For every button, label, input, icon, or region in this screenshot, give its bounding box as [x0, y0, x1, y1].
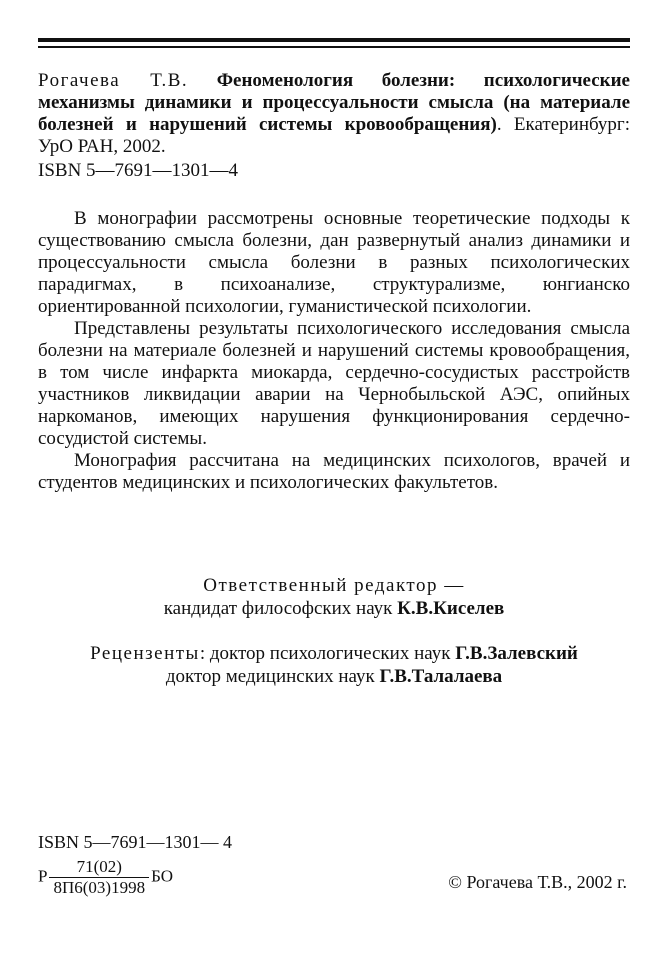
reviewer-line-2: [38, 665, 630, 688]
bbk-denominator: 8П6(03)1998: [53, 878, 146, 897]
abstract: [38, 208, 630, 494]
copyright-notice: © Рогачева Т.В., 2002 г.: [448, 872, 627, 892]
bbk-prefix: Р: [38, 866, 48, 886]
bbk-fraction: [49, 858, 149, 897]
bibliographic-record: [38, 70, 630, 158]
publication-info: . Екатеринбург: УрО РАН, 2002.: [38, 114, 631, 157]
editor-heading: Ответственный редактор —: [203, 575, 465, 596]
isbn-bottom: ISBN 5—7691—1301— 4: [38, 832, 233, 852]
isbn-top: ISBN 5—7691—1301—4: [38, 160, 239, 181]
reviewers: [38, 642, 630, 688]
editor-name: К.В.Киселев: [397, 598, 505, 619]
bbk-numerator: 71(02): [49, 858, 149, 878]
editor-line: [38, 597, 630, 620]
editor-title: кандидат философских наук: [163, 598, 393, 619]
reviewers-heading: Рецензенты: [90, 643, 200, 664]
responsible-editor: [38, 574, 630, 620]
abstract-paragraph-1: В монографии рассмотрены основные теоретические подходы к существованию смысла болезни, дан развернутый анализ динамики и процессуальности смысла болезни в разных психологических парадигмах, в психоанализе, структурализме, юнгианско ориентированной психологии, гуманистической психологии.: [38, 208, 630, 317]
reviewer-1-title: доктор психологических наук: [209, 643, 451, 664]
bbk-suffix: БО: [151, 866, 174, 886]
top-rule-thick: [38, 38, 630, 42]
reviewer-2-title: доктор медицинских наук: [165, 666, 375, 687]
top-rule-thin: [38, 46, 630, 48]
reviewer-2-name: Г.В.Талалаева: [379, 666, 503, 687]
reviewer-line-1: Рецензенты: доктор психологических наук Г.В.Залевский: [90, 643, 578, 664]
abstract-paragraph-3: Монография рассчитана на медицинских психологов, врачей и студентов медицинских и психологических факультетов.: [38, 450, 630, 493]
abstract-paragraph-2: Представлены результаты психологического исследования смысла болезни на материале болезней и нарушений системы кровообращения, в том числе инфаркта миокарда, сердечно-сосудистых расстройств участников ликвидации аварии на Чернобыльской АЭС, опийных наркоманов, имеющих нарушения функционирования сердечно-сосудистой системы.: [38, 318, 630, 449]
author-name: Рогачева Т.В.: [38, 70, 189, 91]
book-title: Феноменология болезни: психологические механизмы динамики и процессуальности смысла (на материале болезней и нарушений системы кровообращения): [38, 70, 630, 135]
reviewer-1-name: Г.В.Залевский: [455, 643, 578, 664]
bbk-code: [38, 858, 173, 897]
